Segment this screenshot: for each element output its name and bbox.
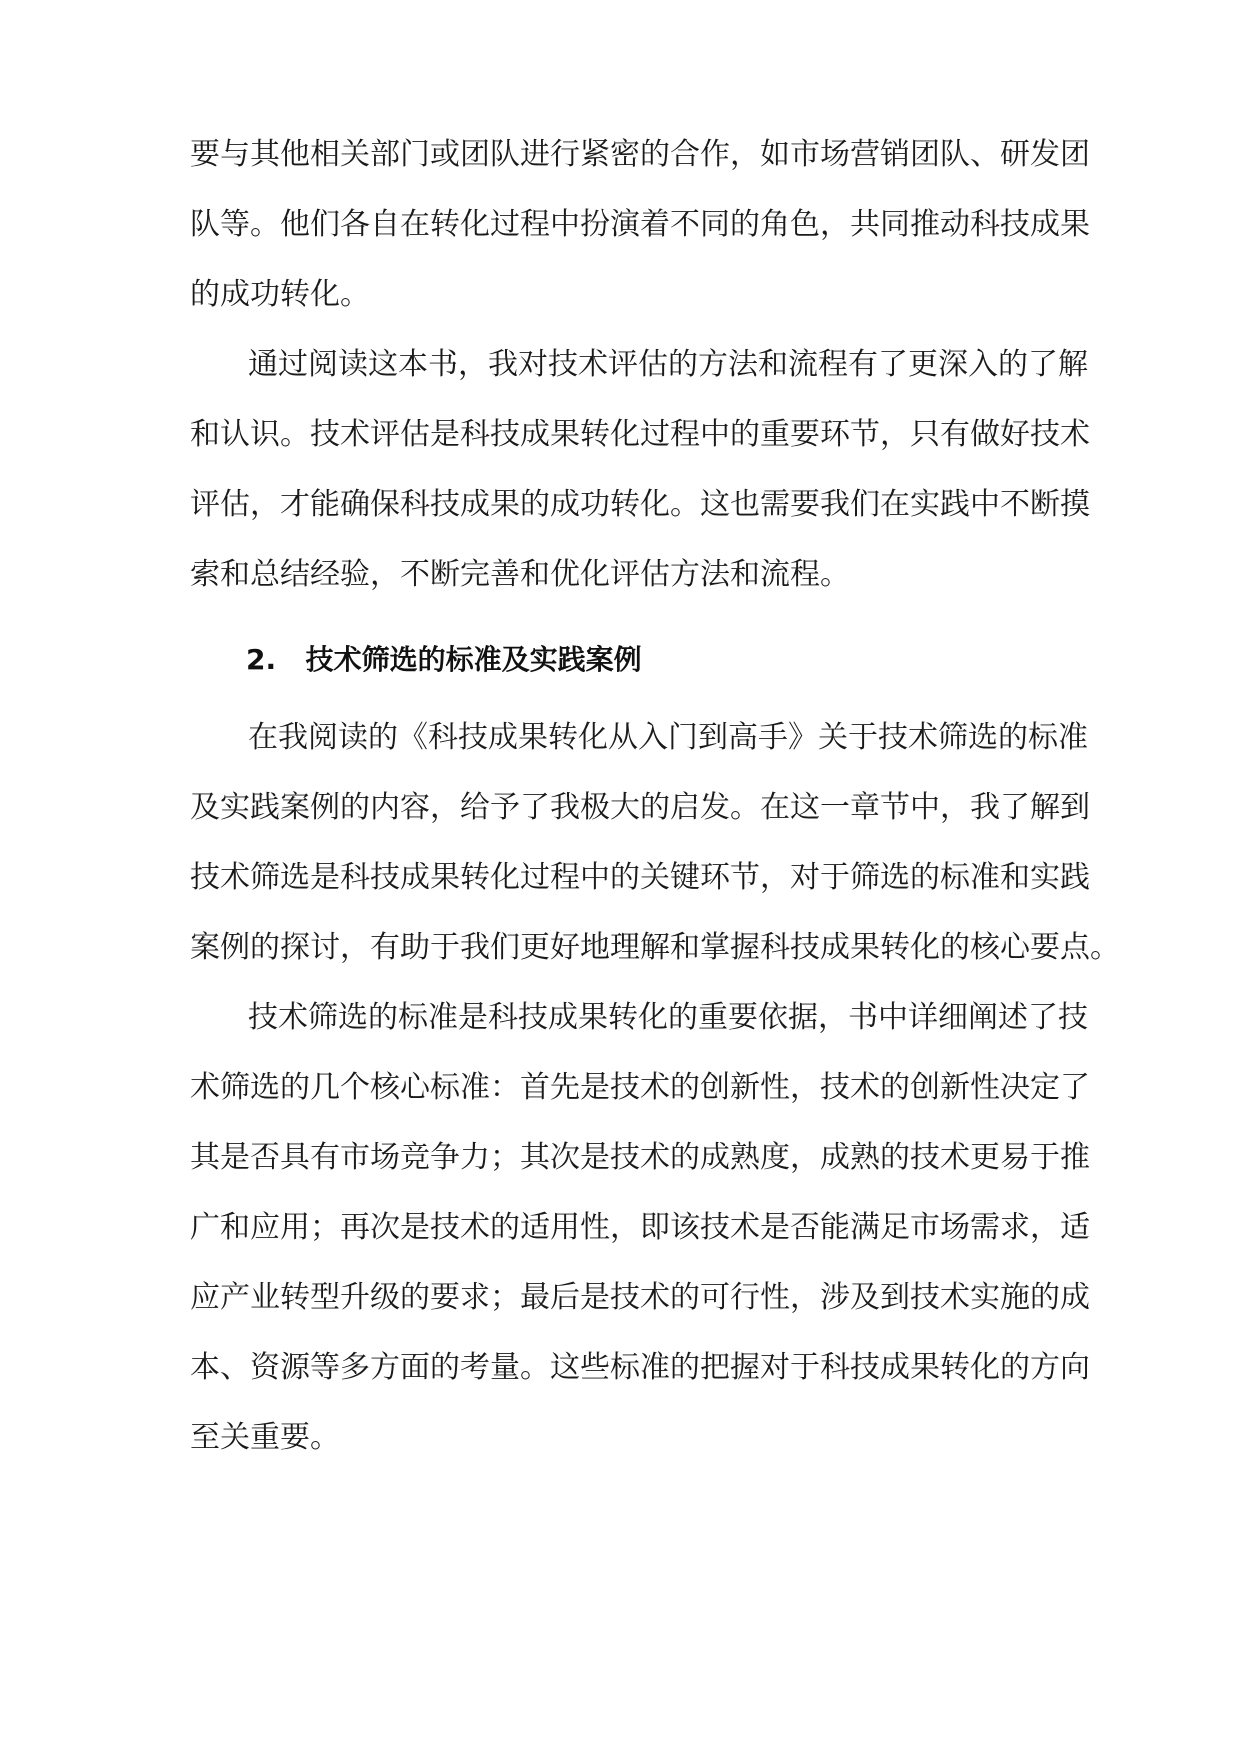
paragraph-line: 及实践案例的内容，给予了我极大的启发。在这一章节中，我了解到: [190, 790, 1090, 825]
section-number: 2.: [246, 643, 277, 676]
paragraph-line: 在我阅读的《科技成果转化从入门到高手》关于技术筛选的标准: [248, 720, 1088, 755]
paragraph-line: 术筛选的几个核心标准：首先是技术的创新性，技术的创新性决定了: [190, 1070, 1090, 1105]
paragraph-line: 应产业转型升级的要求；最后是技术的可行性，涉及到技术实施的成: [190, 1280, 1090, 1315]
paragraph-line: 案例的探讨，有助于我们更好地理解和掌握科技成果转化的核心要点。: [190, 930, 1120, 965]
paragraph-line: 其是否具有市场竞争力；其次是技术的成熟度，成熟的技术更易于推: [190, 1140, 1090, 1175]
paragraph-line: 广和应用；再次是技术的适用性，即该技术是否能满足市场需求，适: [190, 1210, 1090, 1245]
paragraph-line: 技术筛选是科技成果转化过程中的关键环节，对于筛选的标准和实践: [190, 860, 1090, 895]
paragraph-line: 本、资源等多方面的考量。这些标准的把握对于科技成果转化的方向: [190, 1350, 1090, 1385]
paragraph-line: 评估，才能确保科技成果的成功转化。这也需要我们在实践中不断摸: [190, 487, 1090, 522]
section-title: 技术筛选的标准及实践案例: [305, 643, 642, 676]
paragraph-line: 通过阅读这本书，我对技术评估的方法和流程有了更深入的了解: [248, 347, 1088, 382]
paragraph-line: 索和总结经验，不断完善和优化评估方法和流程。: [190, 557, 850, 592]
paragraph-line: 技术筛选的标准是科技成果转化的重要依据，书中详细阐述了技: [248, 1000, 1088, 1035]
section-heading: [246, 640, 1006, 680]
paragraph-line: 和认识。技术评估是科技成果转化过程中的重要环节，只有做好技术: [190, 417, 1090, 452]
paragraph-line: 要与其他相关部门或团队进行紧密的合作，如市场营销团队、研发团: [190, 137, 1090, 172]
paragraph-line: 的成功转化。: [190, 277, 370, 312]
paragraph-line: 至关重要。: [190, 1420, 340, 1455]
paragraph-line: 队等。他们各自在转化过程中扮演着不同的角色，共同推动科技成果: [190, 207, 1090, 242]
